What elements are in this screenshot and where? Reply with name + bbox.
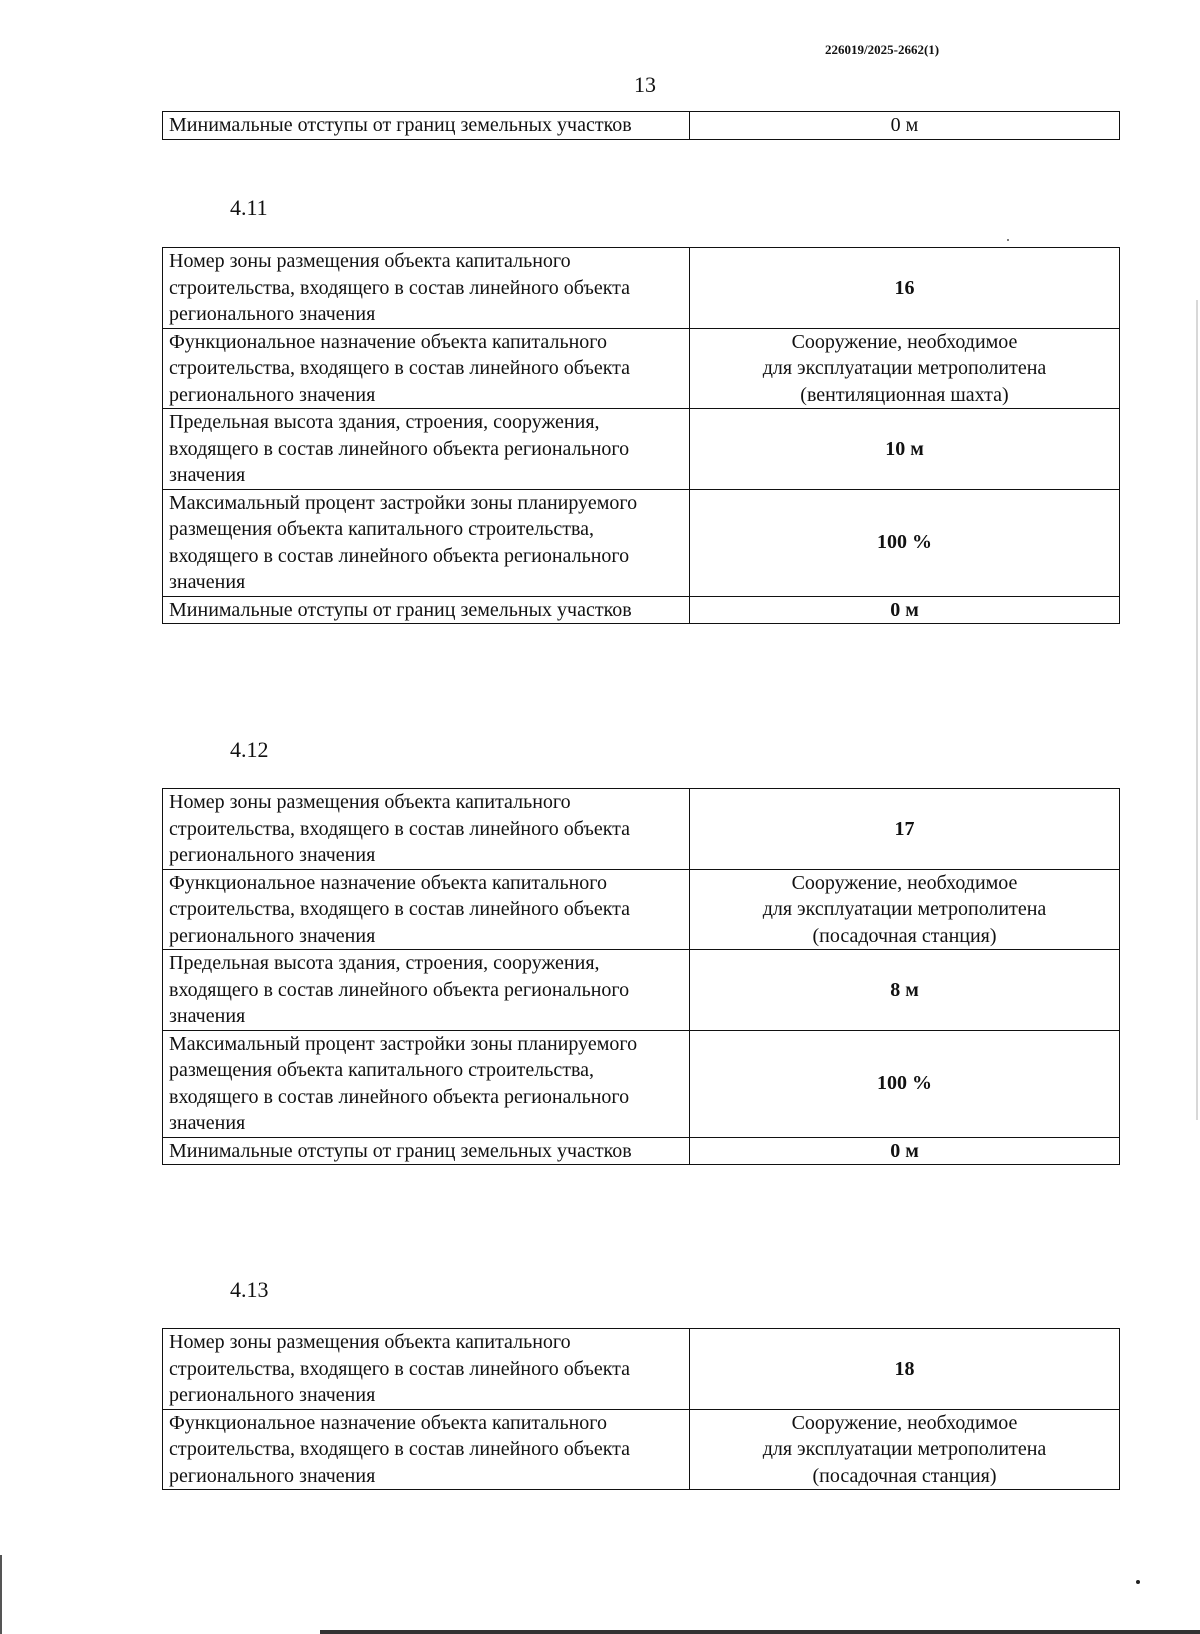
page-number: 13 xyxy=(634,72,656,97)
table-row xyxy=(163,869,1120,950)
section-number: 4.11 xyxy=(230,195,268,220)
table-row xyxy=(163,789,1120,870)
param-value xyxy=(690,328,1120,409)
param-value xyxy=(690,869,1120,950)
scan-edge-shadow xyxy=(320,1630,1200,1634)
scan-speck xyxy=(1007,239,1009,241)
param-value xyxy=(690,1409,1120,1490)
param-label: Функциональное назначение объекта капитального строительства, входящего в состав линейного объекта регионального значения xyxy=(163,869,690,950)
param-label: Минимальные отступы от границ земельных участков xyxy=(163,596,690,624)
value-line: (посадочная станция) xyxy=(812,1464,997,1487)
section-table-4-13 xyxy=(162,1328,1120,1490)
param-label: Максимальный процент застройки зоны планируемого размещения объекта капитального строительства, входящего в состав линейного объекта регионального значения xyxy=(163,489,690,596)
table-row xyxy=(163,112,1120,140)
param-label: Номер зоны размещения объекта капитального строительства, входящего в состав линейного объекта регионального значения xyxy=(163,789,690,870)
table-row xyxy=(163,409,1120,490)
value-line: (вентиляционная шахта) xyxy=(800,383,1009,406)
table-row xyxy=(163,596,1120,624)
param-value: 18 xyxy=(690,1329,1120,1410)
table-row xyxy=(163,950,1120,1031)
value-line: для эксплуатации метрополитена xyxy=(762,1438,1047,1460)
section-table-4-12 xyxy=(162,788,1120,1165)
param-label: Предельная высота здания, строения, сооружения, входящего в состав линейного объекта регионального значения xyxy=(163,950,690,1031)
scan-edge-shadow xyxy=(1196,300,1198,1120)
param-label: Минимальные отступы от границ земельных участков xyxy=(163,112,690,140)
table-row xyxy=(163,1409,1120,1490)
table-row xyxy=(163,328,1120,409)
table-row xyxy=(163,1137,1120,1165)
param-label: Предельная высота здания, строения, сооружения, входящего в состав линейного объекта регионального значения xyxy=(163,409,690,490)
param-label: Номер зоны размещения объекта капитального строительства, входящего в состав линейного объекта регионального значения xyxy=(163,1329,690,1410)
value-line: для эксплуатации метрополитена xyxy=(762,898,1047,920)
param-value: 10 м xyxy=(690,409,1120,490)
section-number: 4.12 xyxy=(230,737,269,762)
param-value: 8 м xyxy=(690,950,1120,1031)
param-value: 0 м xyxy=(690,112,1120,140)
value-line: Сооружение, необходимое xyxy=(791,1411,1018,1434)
param-label: Функциональное назначение объекта капитального строительства, входящего в состав линейного объекта регионального значения xyxy=(163,1409,690,1490)
param-value: 100 % xyxy=(690,1030,1120,1137)
section-number: 4.13 xyxy=(230,1277,269,1302)
param-label: Номер зоны размещения объекта капитального строительства, входящего в состав линейного объекта регионального значения xyxy=(163,248,690,329)
param-value: 17 xyxy=(690,789,1120,870)
value-line: для эксплуатации метрополитена xyxy=(762,357,1047,379)
table-row xyxy=(163,248,1120,329)
value-line: Сооружение, необходимое xyxy=(791,871,1018,894)
param-label: Максимальный процент застройки зоны планируемого размещения объекта капитального строительства, входящего в состав линейного объекта регионального значения xyxy=(163,1030,690,1137)
param-value: 0 м xyxy=(690,596,1120,624)
param-value: 0 м xyxy=(690,1137,1120,1165)
table-row xyxy=(163,489,1120,596)
section-table-4-11 xyxy=(162,247,1120,624)
continuation-table xyxy=(162,111,1120,140)
param-value: 100 % xyxy=(690,489,1120,596)
param-label: Функциональное назначение объекта капитального строительства, входящего в состав линейного объекта регионального значения xyxy=(163,328,690,409)
value-line: Сооружение, необходимое xyxy=(791,330,1018,353)
table-row xyxy=(163,1329,1120,1410)
param-label: Минимальные отступы от границ земельных участков xyxy=(163,1137,690,1165)
value-line: (посадочная станция) xyxy=(812,924,997,947)
param-value: 16 xyxy=(690,248,1120,329)
table-row xyxy=(163,1030,1120,1137)
scan-speck xyxy=(1136,1580,1140,1584)
scan-edge-shadow xyxy=(0,1555,2,1634)
document-id: 226019/2025-2662(1) xyxy=(825,42,940,57)
